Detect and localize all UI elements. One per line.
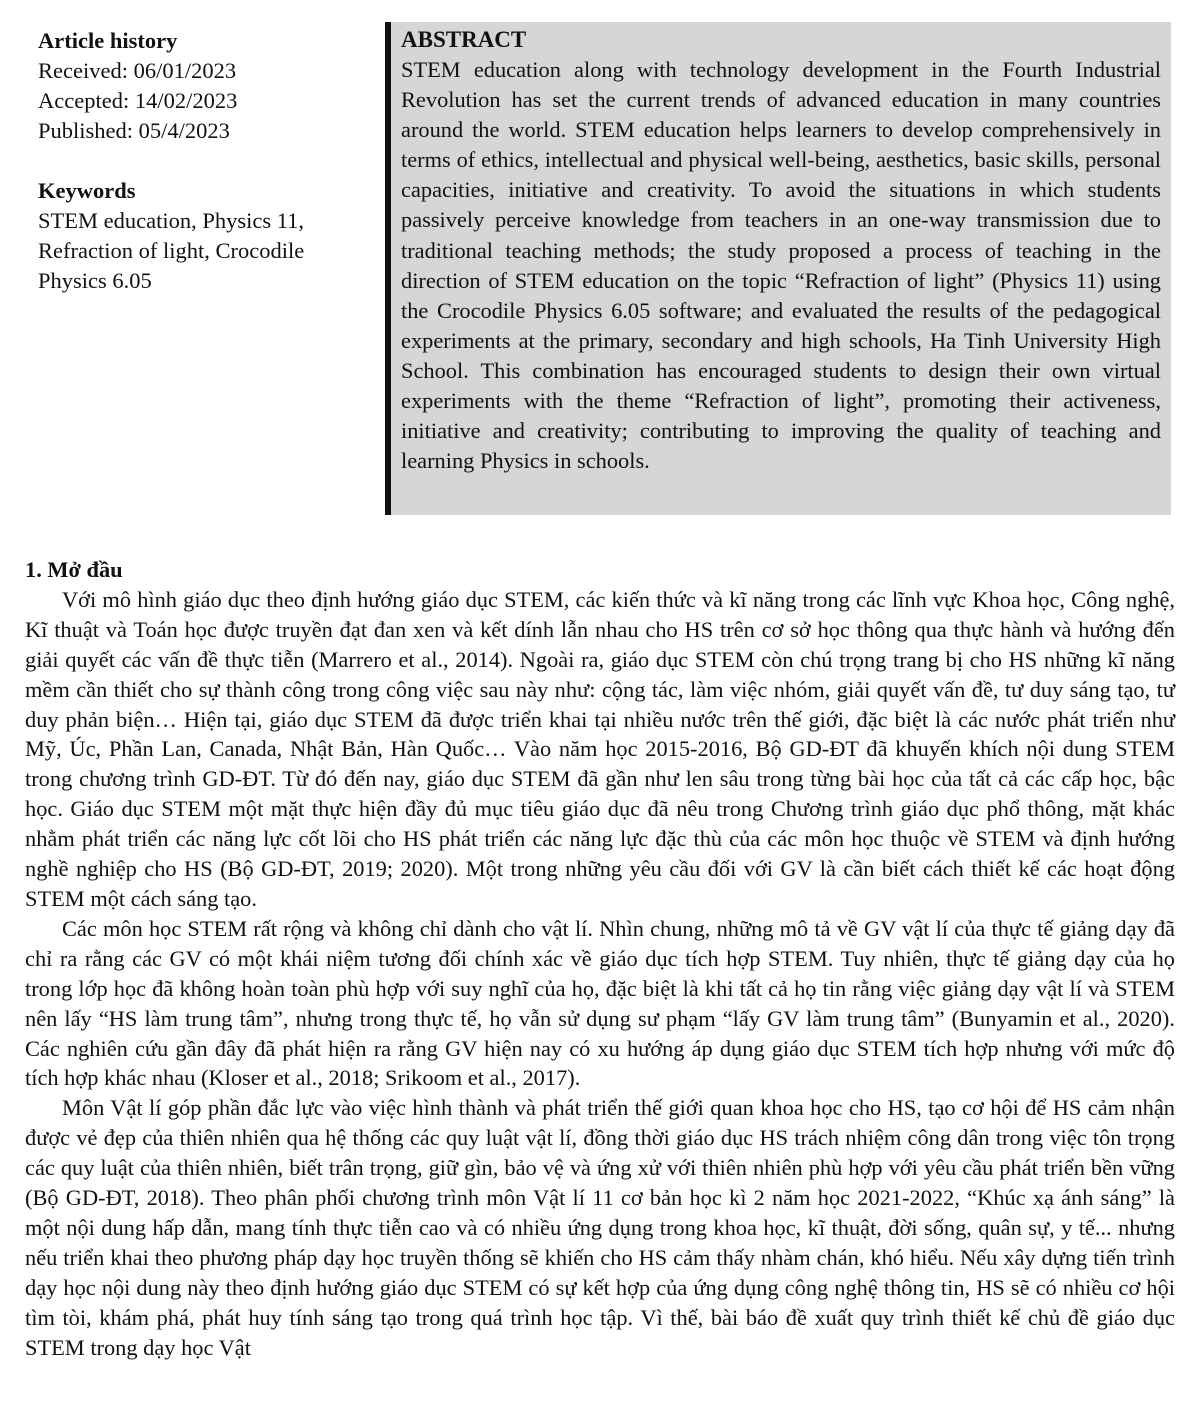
received-date: Received: 06/01/2023 [38, 58, 237, 83]
main-section [25, 555, 1175, 1362]
keywords-text: STEM education, Physics 11, Refraction of light, Crocodile Physics 6.05 [38, 208, 305, 293]
abstract-box [385, 22, 1171, 515]
section-heading: 1. Mở đầu [25, 557, 123, 582]
abstract-text: STEM education along with technology development in the Fourth Industrial Revolution has set the current trends of advanced education in many countries around the world. STEM education helps learners to develop comprehensively in terms of ethics, intellectual and physical well-being, aesthetics, basic skills, personal capacities, initiative and creativity. To avoid the situations in which students passively perceive knowledge from teachers in an one-way transmission due to traditional teaching methods; the study proposed a process of teaching in the direction of STEM education on the topic “Refraction of light” (Physics 11) using the Crocodile Physics 6.05 software; and evaluated the results of the pedagogical experiments at the primary, secondary and high schools, Ha Tinh University High School. This combination has encouraged students to design their own virtual experiments with the theme “Refraction of light”, promoting their activeness, initiative and creativity; contributing to improving the quality of teaching and learning Physics in schools. [401, 57, 1161, 474]
paragraph: Các môn học STEM rất rộng và không chỉ dành cho vật lí. Nhìn chung, những mô tả về GV vật lí của thực tế giảng dạy đã chỉ ra rằng các GV có một khái niệm tương đối chính xác về giáo dục tích hợp STEM. Tuy nhiên, thực tế giảng dạy của họ trong lớp học đã không hoàn toàn phù hợp với suy nghĩ của họ, đặc biệt là khi tất cả họ tin rằng việc giảng dạy vật lí và STEM nên lấy “HS làm trung tâm”, nhưng trong thực tế, họ vẫn sử dụng sư phạm “lấy GV làm trung tâm” (Bunyamin et al., 2020). Các nghiên cứu gần đây đã phát hiện ra rằng GV hiện nay có xu hướng áp dụng giáo dục STEM tích hợp nhưng với mức độ tích hợp khác nhau (Kloser et al., 2018; Srikoom et al., 2017). [25, 915, 1175, 1091]
spacer [38, 146, 368, 176]
article-history-heading: Article history [38, 28, 178, 53]
paragraph: Với mô hình giáo dục theo định hướng giáo dục STEM, các kiến thức và kĩ năng trong các lĩnh vực Khoa học, Công nghệ, Kĩ thuật và Toán học được truyền đạt đan xen và kết dính lẫn nhau cho HS trên cơ sở học thông qua thực hành và hướng đến giải quyết các vấn đề thực tiễn (Marrero et al., 2014). Ngoài ra, giáo dục STEM còn chú trọng trang bị cho HS những kĩ năng mềm cần thiết cho sự thành công trong công việc sau này như: cộng tác, làm việc nhóm, giải quyết vấn đề, tư duy sáng tạo, tư duy phản biện… Hiện tại, giáo dục STEM đã được triển khai tại nhiều nước trên thế giới, đặc biệt là các nước phát triển như Mỹ, Úc, Phần Lan, Canada, Nhật Bản, Hàn Quốc… Vào năm học 2015-2016, Bộ GD-ĐT đã khuyến khích nội dung STEM trong chương trình GD-ĐT. Từ đó đến nay, giáo dục STEM đã gần như len sâu trong từng bài học của tất cả các cấp học, bậc học. Giáo dục STEM một mặt thực hiện đầy đủ mục tiêu giáo dục đã nêu trong Chương trình giáo dục phổ thông, mặt khác nhằm phát triển các năng lực cốt lõi cho HS phát triển các năng lực đặc thù của các môn học thuộc về STEM và định hướng nghề nghiệp cho HS (Bộ GD-ĐT, 2019; 2020). Một trong những yêu cầu đối với GV là cần biết cách thiết kế các hoạt động STEM một cách sáng tạo. [25, 586, 1175, 911]
accepted-date: Accepted: 14/02/2023 [38, 88, 238, 113]
keywords-heading: Keywords [38, 178, 136, 203]
published-date: Published: 05/4/2023 [38, 118, 230, 143]
abstract-heading: ABSTRACT [401, 27, 527, 52]
article-history-panel [38, 26, 368, 296]
paragraph: Môn Vật lí góp phần đắc lực vào việc hình thành và phát triển thế giới quan khoa học cho HS, tạo cơ hội để HS cảm nhận được vẻ đẹp của thiên nhiên qua hệ thống các quy luật vật lí, đồng thời giáo dục HS trách nhiệm công dân trong việc tôn trọng các quy luật của thiên nhiên, biết trân trọng, giữ gìn, bảo vệ và ứng xử với thiên nhiên phù hợp với yêu cầu phát triển bền vững (Bộ GD-ĐT, 2018). Theo phân phối chương trình môn Vật lí 11 cơ bản học kì 2 năm học 2021-2022, “Khúc xạ ánh sáng” là một nội dung hấp dẫn, mang tính thực tiễn cao và có nhiều ứng dụng trong khoa học, kĩ thuật, đời sống, quân sự, y tế... nhưng nếu triển khai theo phương pháp dạy học truyền thống sẽ khiến cho HS cảm thấy nhàm chán, khó hiểu. Nếu xây dựng tiến trình dạy học nội dung này theo định hướng giáo dục STEM có sự kết hợp của ứng dụng công nghệ thông tin, HS sẽ có nhiều cơ hội tìm tòi, khám phá, phát huy tính sáng tạo trong quá trình học tập. Vì thế, bài báo đề xuất quy trình thiết kế chủ đề giáo dục STEM trong dạy học Vật [25, 1095, 1175, 1360]
